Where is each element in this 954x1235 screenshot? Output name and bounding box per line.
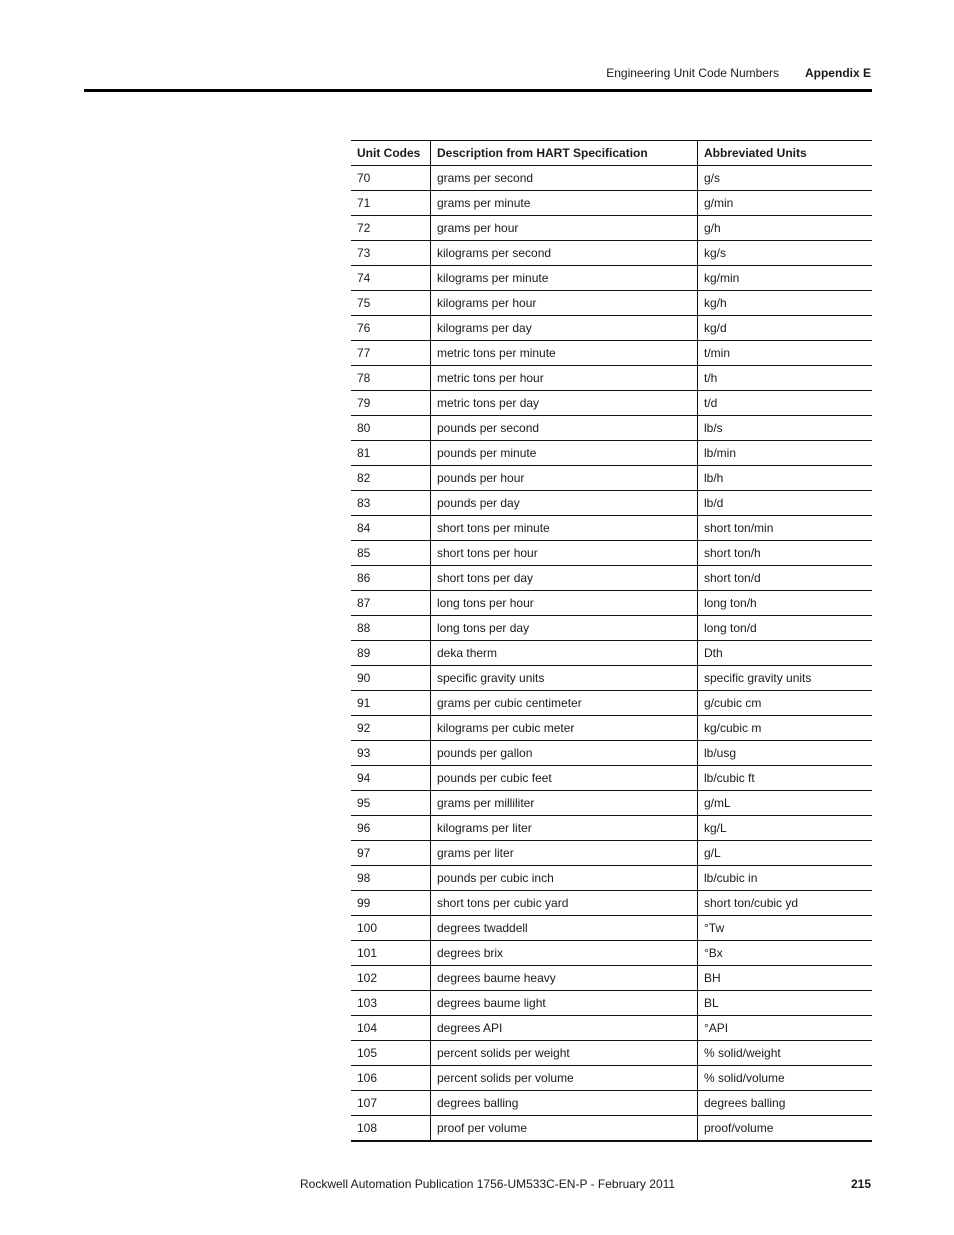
column-header-abbreviated-units: Abbreviated Units [698,141,873,166]
page-number: 215 [850,1177,871,1191]
abbreviated-unit-cell: t/min [698,341,873,366]
table-row [351,1116,872,1142]
description-cell: grams per liter [431,841,698,866]
publication-info: Rockwell Automation Publication 1756-UM533C-EN-P - February 2011 [300,1177,676,1191]
table-row [351,241,872,266]
table-row [351,641,872,666]
table-header-row [351,141,872,166]
description-cell: grams per hour [431,216,698,241]
table-row [351,466,872,491]
description-cell: metric tons per minute [431,341,698,366]
description-cell: kilograms per day [431,316,698,341]
abbreviated-unit-cell: kg/L [698,816,873,841]
abbreviated-unit-cell: degrees balling [698,1091,873,1116]
abbreviated-unit-cell: specific gravity units [698,666,873,691]
unit-code-cell: 82 [351,466,431,491]
description-cell: long tons per day [431,616,698,641]
abbreviated-unit-cell: kg/min [698,266,873,291]
abbreviated-unit-cell: short ton/cubic yd [698,891,873,916]
table-row [351,316,872,341]
table-row [351,416,872,441]
unit-code-cell: 93 [351,741,431,766]
unit-code-cell: 90 [351,666,431,691]
abbreviated-unit-cell: lb/cubic ft [698,766,873,791]
abbreviated-unit-cell: % solid/weight [698,1041,873,1066]
abbreviated-unit-cell: Dth [698,641,873,666]
header-rule [84,89,872,92]
abbreviated-unit-cell: lb/usg [698,741,873,766]
unit-code-cell: 94 [351,766,431,791]
abbreviated-unit-cell: lb/cubic in [698,866,873,891]
table-row [351,166,872,191]
abbreviated-unit-cell: kg/d [698,316,873,341]
table-row [351,1041,872,1066]
unit-code-cell: 95 [351,791,431,816]
unit-code-cell: 84 [351,516,431,541]
description-cell: long tons per hour [431,591,698,616]
table-row [351,1066,872,1091]
unit-code-cell: 100 [351,916,431,941]
unit-code-cell: 96 [351,816,431,841]
unit-code-cell: 89 [351,641,431,666]
abbreviated-unit-cell: g/h [698,216,873,241]
abbreviated-unit-cell: % solid/volume [698,1066,873,1091]
abbreviated-unit-cell: °API [698,1016,873,1041]
description-cell: grams per cubic centimeter [431,691,698,716]
table-row [351,366,872,391]
description-cell: degrees API [431,1016,698,1041]
table-row [351,541,872,566]
table-row [351,716,872,741]
unit-code-cell: 104 [351,1016,431,1041]
description-cell: short tons per cubic yard [431,891,698,916]
table-row [351,916,872,941]
abbreviated-unit-cell: t/d [698,391,873,416]
description-cell: pounds per hour [431,466,698,491]
description-cell: kilograms per hour [431,291,698,316]
unit-code-cell: 88 [351,616,431,641]
unit-code-cell: 101 [351,941,431,966]
abbreviated-unit-cell: lb/min [698,441,873,466]
abbreviated-unit-cell: °Tw [698,916,873,941]
description-cell: pounds per minute [431,441,698,466]
description-cell: degrees twaddell [431,916,698,941]
unit-code-cell: 91 [351,691,431,716]
abbreviated-unit-cell: short ton/d [698,566,873,591]
abbreviated-unit-cell: kg/h [698,291,873,316]
description-cell: proof per volume [431,1116,698,1142]
abbreviated-unit-cell: t/h [698,366,873,391]
abbreviated-unit-cell: BH [698,966,873,991]
description-cell: metric tons per day [431,391,698,416]
unit-code-cell: 79 [351,391,431,416]
unit-code-cell: 86 [351,566,431,591]
table-row [351,766,872,791]
unit-code-cell: 99 [351,891,431,916]
table-row [351,891,872,916]
table-row [351,566,872,591]
column-header-description: Description from HART Specification [431,141,698,166]
table-body [351,166,872,1142]
description-cell: pounds per gallon [431,741,698,766]
unit-code-cell: 85 [351,541,431,566]
table-row [351,191,872,216]
table-row [351,941,872,966]
abbreviated-unit-cell: kg/cubic m [698,716,873,741]
unit-code-cell: 87 [351,591,431,616]
unit-code-cell: 106 [351,1066,431,1091]
unit-code-cell: 78 [351,366,431,391]
unit-code-cell: 92 [351,716,431,741]
header-chapter-label: Appendix E [804,66,871,80]
abbreviated-unit-cell: g/L [698,841,873,866]
table-row [351,791,872,816]
unit-code-cell: 71 [351,191,431,216]
table-row [351,266,872,291]
description-cell: pounds per day [431,491,698,516]
description-cell: pounds per cubic inch [431,866,698,891]
description-cell: short tons per minute [431,516,698,541]
table-row [351,966,872,991]
table-row [351,866,872,891]
table-row [351,491,872,516]
table-row [351,291,872,316]
header-section-title: Engineering Unit Code Numbers [606,66,779,80]
table-row [351,441,872,466]
abbreviated-unit-cell: g/min [698,191,873,216]
abbreviated-unit-cell: long ton/d [698,616,873,641]
description-cell: grams per second [431,166,698,191]
unit-code-cell: 77 [351,341,431,366]
abbreviated-unit-cell: short ton/h [698,541,873,566]
table-row [351,616,872,641]
table-row [351,666,872,691]
description-cell: short tons per hour [431,541,698,566]
page-header [606,66,871,80]
description-cell: pounds per second [431,416,698,441]
table-row [351,691,872,716]
description-cell: specific gravity units [431,666,698,691]
abbreviated-unit-cell: lb/s [698,416,873,441]
abbreviated-unit-cell: g/s [698,166,873,191]
description-cell: degrees baume light [431,991,698,1016]
unit-code-cell: 102 [351,966,431,991]
description-cell: degrees brix [431,941,698,966]
description-cell: metric tons per hour [431,366,698,391]
description-cell: kilograms per second [431,241,698,266]
table-row [351,216,872,241]
unit-code-cell: 83 [351,491,431,516]
abbreviated-unit-cell: kg/s [698,241,873,266]
unit-code-cell: 108 [351,1116,431,1142]
unit-code-cell: 103 [351,991,431,1016]
abbreviated-unit-cell: lb/d [698,491,873,516]
table-row [351,1091,872,1116]
unit-code-cell: 80 [351,416,431,441]
description-cell: deka therm [431,641,698,666]
table-row [351,341,872,366]
description-cell: pounds per cubic feet [431,766,698,791]
unit-code-cell: 98 [351,866,431,891]
unit-code-cell: 105 [351,1041,431,1066]
description-cell: short tons per day [431,566,698,591]
abbreviated-unit-cell: short ton/min [698,516,873,541]
description-cell: degrees baume heavy [431,966,698,991]
table-row [351,991,872,1016]
abbreviated-unit-cell: long ton/h [698,591,873,616]
table-row [351,1016,872,1041]
abbreviated-unit-cell: g/cubic cm [698,691,873,716]
description-cell: kilograms per liter [431,816,698,841]
abbreviated-unit-cell: proof/volume [698,1116,873,1142]
description-cell: grams per milliliter [431,791,698,816]
description-cell: degrees balling [431,1091,698,1116]
abbreviated-unit-cell: °Bx [698,941,873,966]
table-row [351,841,872,866]
unit-code-cell: 74 [351,266,431,291]
unit-code-cell: 73 [351,241,431,266]
table-row [351,816,872,841]
description-cell: percent solids per volume [431,1066,698,1091]
table-row [351,516,872,541]
abbreviated-unit-cell: lb/h [698,466,873,491]
abbreviated-unit-cell: g/mL [698,791,873,816]
unit-codes-table [351,140,872,1142]
description-cell: percent solids per weight [431,1041,698,1066]
column-header-unit-codes: Unit Codes [351,141,431,166]
unit-code-cell: 75 [351,291,431,316]
description-cell: grams per minute [431,191,698,216]
table-row [351,741,872,766]
unit-code-cell: 81 [351,441,431,466]
unit-code-cell: 70 [351,166,431,191]
description-cell: kilograms per cubic meter [431,716,698,741]
description-cell: kilograms per minute [431,266,698,291]
unit-code-cell: 97 [351,841,431,866]
unit-code-cell: 72 [351,216,431,241]
abbreviated-unit-cell: BL [698,991,873,1016]
unit-code-cell: 76 [351,316,431,341]
table-row [351,591,872,616]
unit-code-cell: 107 [351,1091,431,1116]
table-row [351,391,872,416]
